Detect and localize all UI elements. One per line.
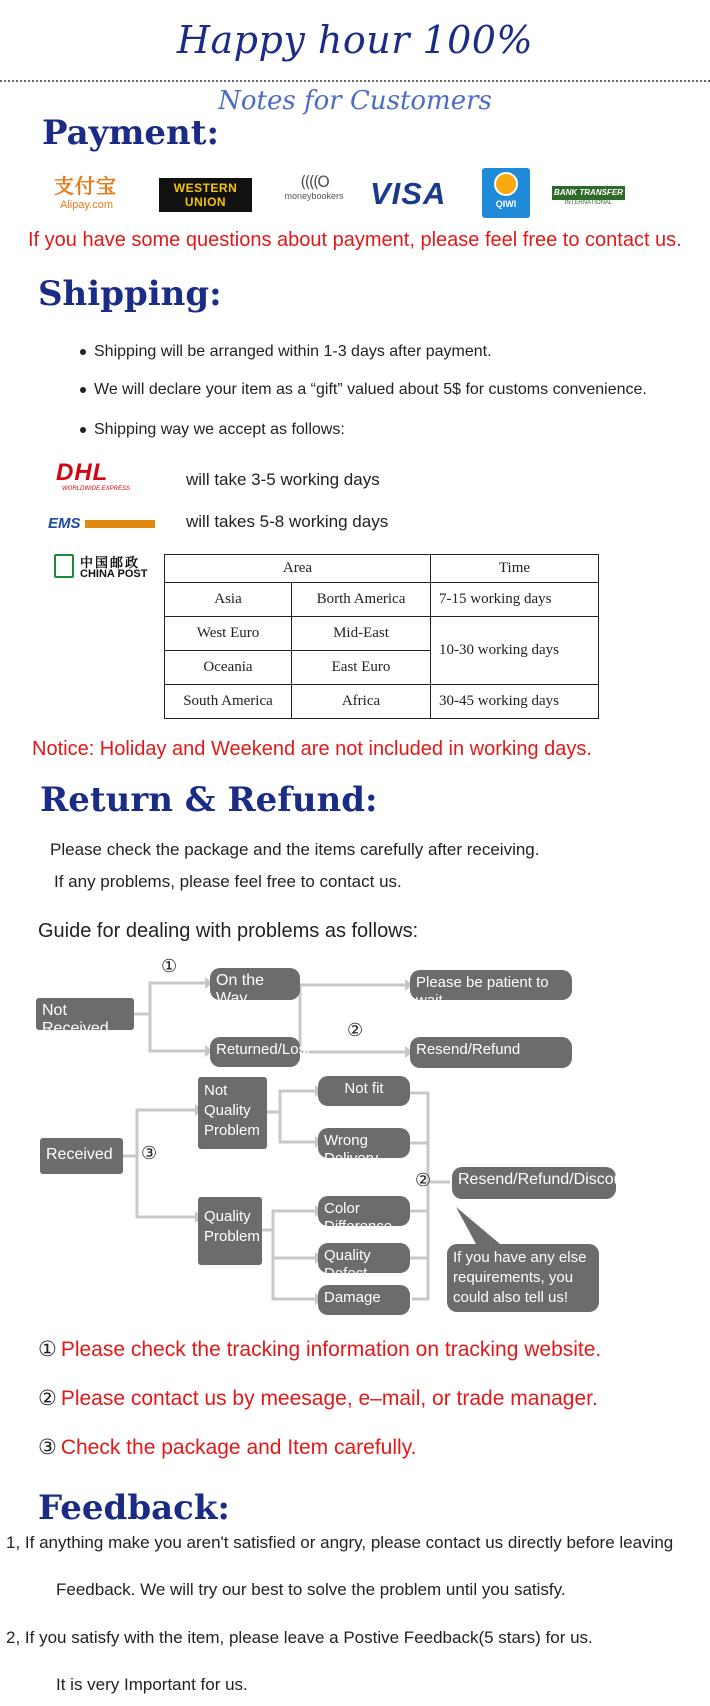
table-cell: South America	[165, 685, 292, 719]
page-subtitle: Notes for Customers	[218, 86, 492, 116]
feedback-line: 2, If you satisfy with the item, please leave a Postive Feedback(5 stars) for us.	[6, 1628, 593, 1647]
western-union-logo: WESTERN UNION	[159, 178, 252, 212]
on-the-way-box: On the Way	[210, 968, 300, 1000]
dhl-logo: DHL	[56, 459, 109, 486]
not-fit-box: Not fit	[318, 1076, 410, 1106]
shipping-bullet: Shipping will be arranged within 1-3 days after payment.	[80, 343, 492, 361]
moneybookers-logo: ((((O moneybookers	[284, 172, 344, 201]
quality-box: Quality Problem	[198, 1197, 262, 1265]
not-received-box: Not Received	[36, 998, 134, 1030]
quality-defect-box: Quality Defect	[318, 1243, 410, 1273]
refund-heading: Return & Refund:	[40, 780, 378, 820]
step-3-marker: ③	[141, 1143, 158, 1164]
note-2: ② Please contact us by meesage, e–mail, or trade manager.	[38, 1386, 598, 1410]
alipay-logo: 支付宝 Alipay.com	[54, 174, 117, 211]
table-cell: East Euro	[292, 651, 431, 685]
visa-logo: VISA	[370, 176, 447, 211]
damage-box: Damage	[318, 1285, 410, 1315]
table-header: Area	[165, 555, 431, 583]
page-title: Happy hour 100%	[176, 18, 534, 62]
bank-transfer-logo: BANK TRANSFER	[552, 186, 625, 200]
color-difference-box: Color Difference	[318, 1196, 410, 1226]
refund-line-2: If any problems, please feel free to contact us.	[54, 872, 402, 891]
payment-note: If you have some questions about payment, please feel free to contact us.	[28, 229, 682, 251]
guide-title: Guide for dealing with problems as follows:	[38, 920, 419, 942]
table-cell: Oceania	[165, 651, 292, 685]
step-1-marker: ①	[161, 956, 178, 977]
ems-logo: EMS	[48, 515, 166, 531]
shipping-bullet: We will declare your item as a “gift” valued about 5$ for customs convenience.	[80, 381, 647, 399]
received-box: Received	[40, 1138, 123, 1174]
payment-heading: Payment:	[42, 113, 220, 153]
wrong-delivery-box: Wrong Delivery	[318, 1128, 410, 1158]
bank-transfer-sub: INTERNATIONAL	[564, 200, 613, 206]
be-patient-box: Please be patient to wait	[410, 970, 572, 1000]
returned-lost-box: Returned/Lost	[210, 1037, 300, 1067]
table-header: Time	[431, 555, 599, 583]
table-cell: 7-15 working days	[431, 583, 599, 617]
qiwi-logo: QIWI	[482, 168, 530, 218]
refund-line-1: Please check the package and the items carefully after receiving.	[50, 840, 540, 859]
step-2-marker: ②	[347, 1020, 364, 1041]
ems-time: will takes 5-8 working days	[186, 512, 389, 531]
table-cell: Africa	[292, 685, 431, 719]
table-cell: Asia	[165, 583, 292, 617]
feedback-line: 1, If anything make you aren't satisfied or angry, please contact us directly before leaving	[6, 1533, 674, 1552]
shipping-bullet: Shipping way we accept as follows:	[80, 421, 345, 439]
table-cell: 30-45 working days	[431, 685, 599, 719]
else-requirements-bubble: If you have any else requirements, you could also tell us!	[447, 1244, 599, 1312]
table-cell: 10-30 working days	[431, 617, 599, 685]
table-cell: Mid-East	[292, 617, 431, 651]
note-3: ③ Check the package and Item carefully.	[38, 1435, 417, 1459]
shipping-heading: Shipping:	[38, 274, 222, 314]
shipping-notice: Notice: Holiday and Weekend are not included in working days.	[32, 738, 592, 760]
table-cell: Borth America	[292, 583, 431, 617]
step-2-marker-b: ②	[415, 1170, 432, 1191]
dhl-logo-sub: WORLDWIDE EXPRESS	[62, 486, 131, 492]
china-post-logo: 中国邮政 CHINA POST	[54, 552, 166, 582]
feedback-line: Feedback. We will try our best to solve the problem until you satisfy.	[56, 1580, 566, 1599]
table-cell: West Euro	[165, 617, 292, 651]
feedback-line: It is very Important for us.	[56, 1675, 248, 1694]
resend-refund-discount-box: Resend/Refund/Discount	[452, 1167, 616, 1199]
feedback-heading: Feedback:	[38, 1488, 230, 1528]
dhl-time: will take 3-5 working days	[186, 470, 380, 489]
resend-refund-box: Resend/Refund	[410, 1037, 572, 1068]
note-1: ① Please check the tracking information on tracking website.	[38, 1337, 602, 1361]
not-quality-box: Not Quality Problem	[198, 1077, 267, 1149]
